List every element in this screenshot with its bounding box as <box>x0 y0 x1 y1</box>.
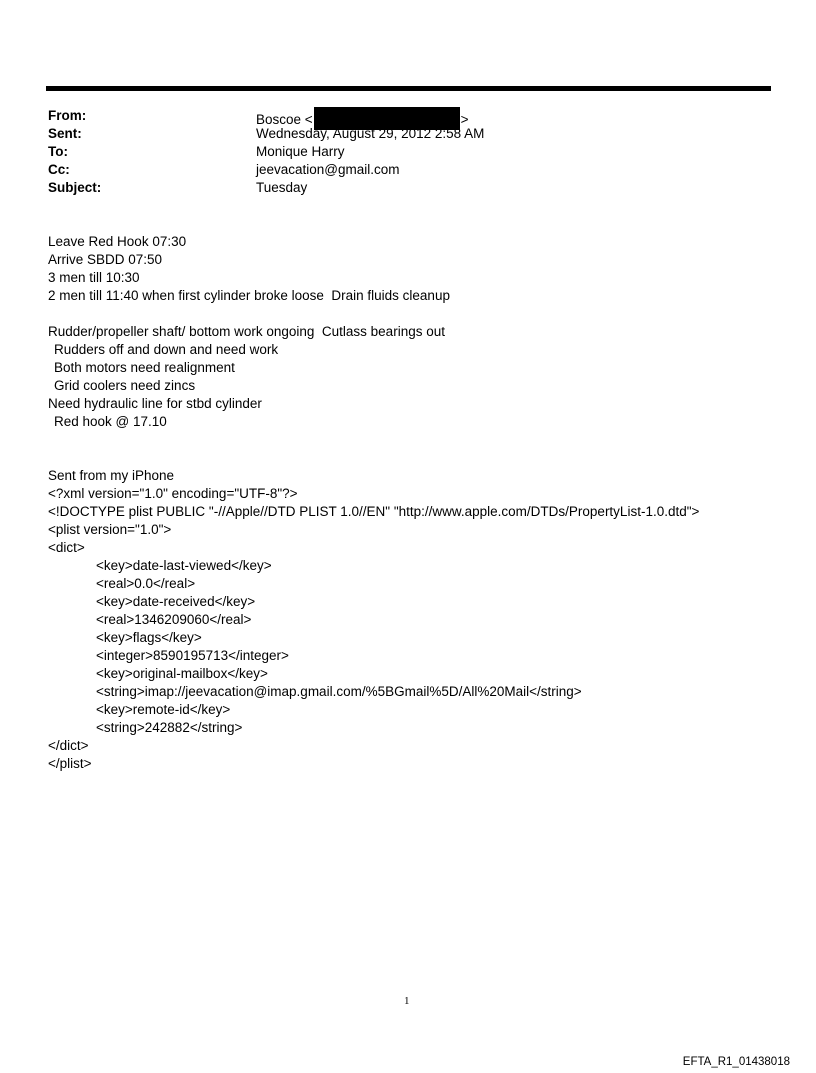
subject-label: Subject: <box>48 180 102 195</box>
header-subject-row <box>48 179 748 197</box>
body-line: 3 men till 10:30 <box>48 270 140 285</box>
header-cc-row <box>48 161 748 179</box>
plist-entry: <key>original-mailbox</key> <box>96 666 268 681</box>
cc-value: jeevacation@gmail.com <box>256 162 400 177</box>
plist-line: </plist> <box>48 756 92 771</box>
top-divider <box>46 86 771 91</box>
plist-line: <!DOCTYPE plist PUBLIC "-//Apple//DTD PLIST 1.0//EN" "http://www.apple.com/DTDs/PropertyList-1.0.dtd"> <box>48 504 700 519</box>
plist-entry: <key>flags</key> <box>96 630 202 645</box>
plist-entry: <key>date-received</key> <box>96 594 256 609</box>
paragraph-gap <box>48 431 768 467</box>
plist-line: <dict> <box>48 540 85 555</box>
body-line: Red hook @ 17.10 <box>54 414 167 429</box>
body-line: Rudder/propeller shaft/ bottom work ongoing Cutlass bearings out <box>48 324 445 339</box>
plist-entry: <key>remote-id</key> <box>96 702 231 717</box>
body-line: Both motors need realignment <box>54 360 235 375</box>
plist-entry: <string>242882</string> <box>96 720 243 735</box>
header-sent-row <box>48 125 748 143</box>
body-line: 2 men till 11:40 when first cylinder broke loose Drain fluids cleanup <box>48 288 450 303</box>
to-value: Monique Harry <box>256 144 345 159</box>
email-header <box>48 107 748 197</box>
email-body <box>48 233 768 773</box>
document-id: EFTA_R1_01438018 <box>682 1056 790 1068</box>
body-line: Grid coolers need zincs <box>54 378 196 393</box>
to-label: To: <box>48 144 68 159</box>
subject-value: Tuesday <box>256 180 308 195</box>
header-from-row <box>48 107 748 125</box>
page-number: 1 <box>404 995 410 1007</box>
header-to-row <box>48 143 748 161</box>
body-line: Rudders off and down and need work <box>54 342 279 357</box>
from-label: From: <box>48 108 87 123</box>
cc-label: Cc: <box>48 162 70 177</box>
plist-entry: <real>1346209060</real> <box>96 612 252 627</box>
plist-line: <?xml version="1.0" encoding="UTF-8"?> <box>48 486 298 501</box>
signature-line: Sent from my iPhone <box>48 468 175 483</box>
plist-entry: <string>imap://jeevacation@imap.gmail.com/%5BGmail%5D/All%20Mail</string> <box>96 684 582 699</box>
plist-line: <plist version="1.0"> <box>48 522 172 537</box>
from-close-bracket: > <box>460 112 469 127</box>
body-line: Leave Red Hook 07:30 <box>48 234 187 249</box>
paragraph-gap <box>48 305 768 323</box>
plist-line: </dict> <box>48 738 89 753</box>
plist-entry: <integer>8590195713</integer> <box>96 648 289 663</box>
body-line: Need hydraulic line for stbd cylinder <box>48 396 262 411</box>
from-name: Boscoe < <box>256 112 313 127</box>
sent-label: Sent: <box>48 126 82 141</box>
body-line: Arrive SBDD 07:50 <box>48 252 163 267</box>
sent-value: Wednesday, August 29, 2012 2:58 AM <box>256 126 485 141</box>
plist-entry: <key>date-last-viewed</key> <box>96 558 272 573</box>
plist-entry: <real>0.0</real> <box>96 576 196 591</box>
